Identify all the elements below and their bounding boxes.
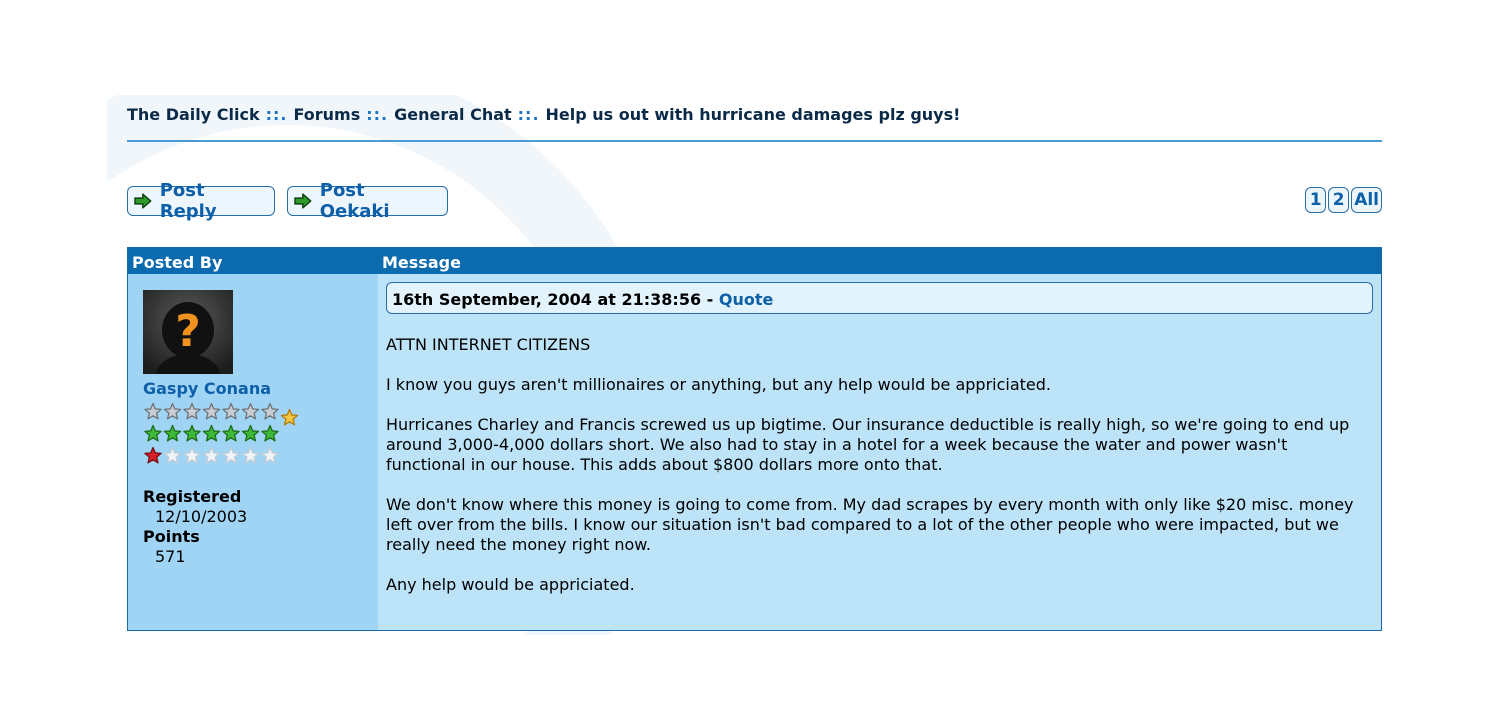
message-header: Message bbox=[382, 253, 461, 272]
grey-star-icon bbox=[242, 404, 258, 419]
post-reply-button[interactable] bbox=[127, 180, 275, 222]
breadcrumb-separator: ::. bbox=[265, 105, 288, 124]
page-all-button[interactable]: All bbox=[1351, 187, 1382, 213]
post-table bbox=[127, 247, 1382, 631]
green-star-icon bbox=[164, 426, 180, 441]
blank-star-icon bbox=[203, 448, 219, 463]
post-reply-label: Post Reply bbox=[159, 180, 217, 222]
blank-star-icon bbox=[242, 448, 258, 463]
message-paragraph: Hurricanes Charley and Francis screwed us up bigtime. Our insurance deductible is really high, so we're going to end up around 3,000-4,000 dollars short. We also had to stay in a hotel for a week because the water and power wasn't functional in our house. This adds about $800 dollars more onto that. bbox=[386, 415, 1350, 474]
green-star-icon bbox=[145, 426, 161, 441]
header-divider bbox=[127, 140, 1382, 142]
message-paragraph: Any help would be appriciated. bbox=[386, 575, 635, 594]
grey-star-icon bbox=[184, 404, 200, 419]
user-avatar[interactable] bbox=[143, 290, 233, 374]
blank-star-icon bbox=[223, 448, 239, 463]
breadcrumb-home-link[interactable]: The Daily Click bbox=[127, 105, 260, 124]
blank-star-icon bbox=[184, 448, 200, 463]
green-star-icon bbox=[223, 426, 239, 441]
arrow-right-icon bbox=[134, 193, 152, 209]
svg-text:?: ? bbox=[175, 306, 201, 357]
post-table-header bbox=[128, 248, 1381, 274]
message-body bbox=[386, 335, 1367, 615]
registered-label: Registered bbox=[143, 487, 242, 506]
breadcrumb-forums-link[interactable]: Forums bbox=[293, 105, 361, 124]
message-panel bbox=[378, 274, 1381, 630]
avatar-question-icon bbox=[143, 290, 233, 374]
arrow-right-icon bbox=[294, 193, 312, 209]
grey-star-icon bbox=[262, 404, 278, 419]
star-icon bbox=[144, 424, 304, 446]
message-paragraph: I know you guys aren't millionaires or anything, but any help would be appriciated. bbox=[386, 375, 1052, 394]
timestamp-separator: - bbox=[701, 290, 719, 309]
grey-star-icon bbox=[203, 404, 219, 419]
message-paragraph: ATTN INTERNET CITIZENS bbox=[386, 335, 591, 354]
grey-star-icon bbox=[223, 404, 239, 419]
blank-star-icon bbox=[262, 448, 278, 463]
author-panel bbox=[128, 274, 378, 630]
green-star-icon bbox=[262, 426, 278, 441]
message-paragraph: We don't know where this money is going to come from. My dad scrapes by every month with only like $20 misc. money left over from the bills. I know our situation isn't bad compared to a lot of the other people who were impacted, but we really need the money right now. bbox=[386, 495, 1354, 554]
gold-star-icon bbox=[281, 410, 297, 425]
message-header-box bbox=[386, 282, 1373, 314]
points-value: 571 bbox=[155, 547, 186, 566]
pagination bbox=[1305, 187, 1382, 213]
breadcrumb-separator: ::. bbox=[366, 105, 389, 124]
green-star-icon bbox=[184, 426, 200, 441]
green-star-icon bbox=[242, 426, 258, 441]
breadcrumb bbox=[127, 105, 960, 127]
star-icon bbox=[144, 446, 304, 468]
breadcrumb-general-chat-link[interactable]: General Chat bbox=[394, 105, 512, 124]
author-username[interactable]: Gaspy Conana bbox=[143, 379, 272, 398]
page-2-button[interactable]: 2 bbox=[1328, 187, 1349, 213]
quote-link[interactable]: Quote bbox=[718, 290, 774, 309]
blank-star-icon bbox=[164, 448, 180, 463]
red-star-icon bbox=[145, 448, 161, 463]
grey-star-icon bbox=[145, 404, 161, 419]
post-oekaki-button[interactable] bbox=[287, 180, 448, 222]
points-label: Points bbox=[143, 527, 200, 546]
green-star-icon bbox=[203, 426, 219, 441]
rating-row-red bbox=[144, 446, 304, 468]
post-oekaki-label: Post Oekaki bbox=[319, 180, 390, 222]
registered-value: 12/10/2003 bbox=[155, 507, 248, 526]
posted-by-header: Posted By bbox=[132, 253, 223, 272]
post-timestamp: 16th September, 2004 at 21:38:56 bbox=[392, 290, 702, 309]
breadcrumb-separator: ::. bbox=[517, 105, 540, 124]
breadcrumb-thread-title[interactable]: Help us out with hurricane damages plz guys! bbox=[545, 105, 961, 124]
page-1-button[interactable]: 1 bbox=[1305, 187, 1326, 213]
rating-row-green bbox=[144, 424, 304, 446]
grey-star-icon bbox=[164, 404, 180, 419]
